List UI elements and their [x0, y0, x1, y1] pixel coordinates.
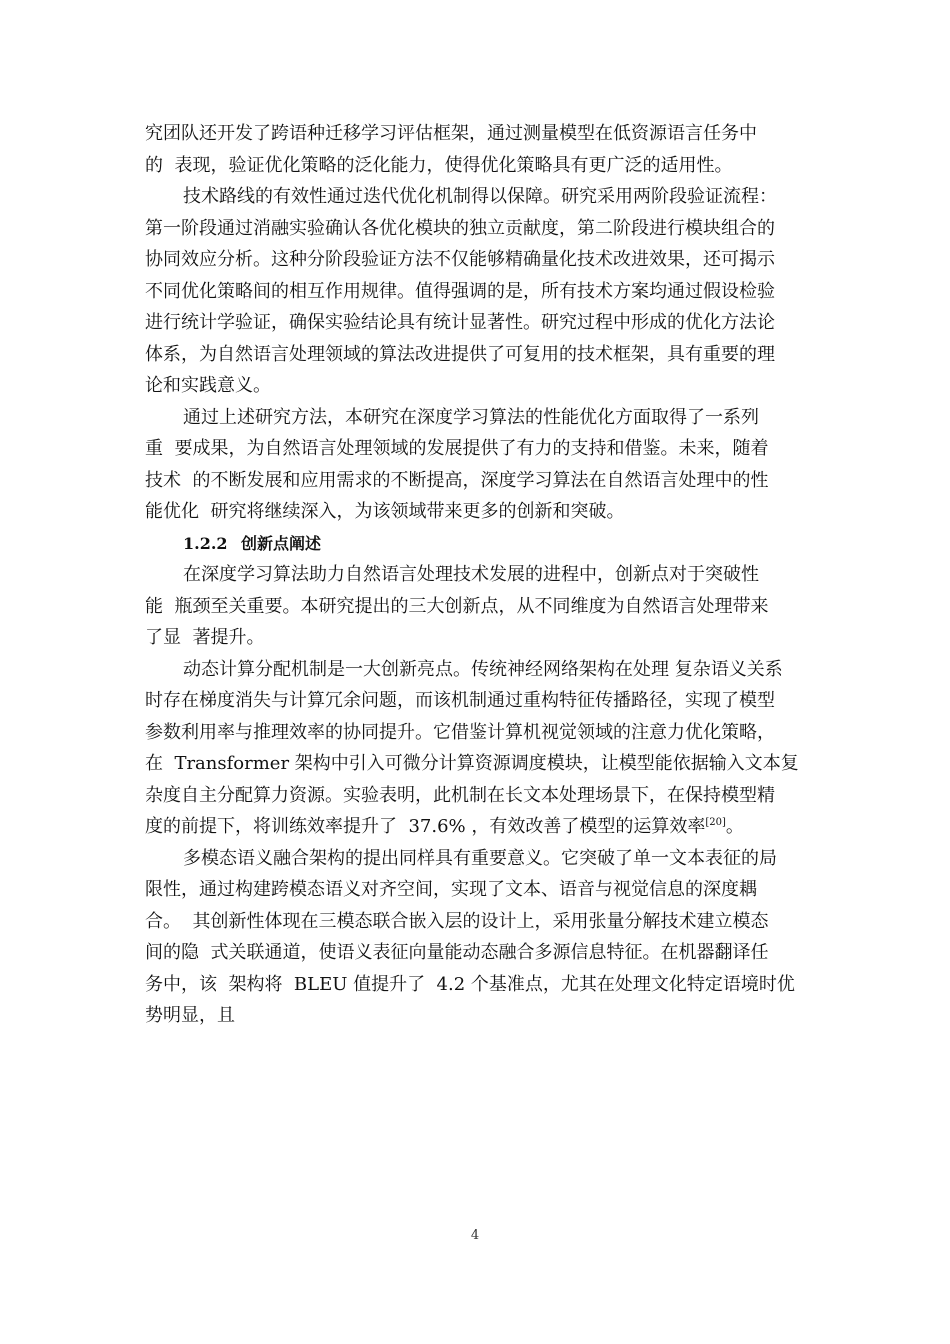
text-line: 协同效应分析。这种分阶段验证方法不仅能够精确量化技术改进效果，还可揭示	[145, 249, 775, 270]
text-segment: 。	[725, 816, 744, 837]
text-line: 限性，通过构建跨模态语义对齐空间，实现了文本、语音与视觉信息的深度耦	[145, 879, 757, 900]
text-line: 在深度学习算法助力自然语言处理技术发展的进程中，创新点对于突破性	[183, 564, 759, 585]
text-line: 了显 著提升。	[145, 627, 265, 648]
text-line-with-citation	[145, 811, 815, 843]
citation-marker: [20]	[705, 817, 726, 828]
text-line: 能 瓶颈至关重要。本研究提出的三大创新点，从不同维度为自然语言处理带来	[145, 595, 769, 617]
text-line: 第一阶段通过消融实验确认各优化模块的独立贡献度，第二阶段进行模块组合的	[145, 217, 775, 239]
paragraph	[145, 402, 815, 528]
document-body	[145, 118, 815, 1032]
text-line: 的 表现，验证优化策略的泛化能力，使得优化策略具有更广泛的适用性。	[145, 154, 733, 176]
text-line: 势明显，且	[145, 1005, 235, 1026]
text-line: 多模态语义融合架构的提出同样具有重要意义。它突破了单一文本表征的局	[183, 847, 777, 869]
text-line: 体系，为自然语言处理领域的算法改进提供了可复用的技术框架，具有重要的理	[145, 343, 775, 365]
text-line: 间的隐 式关联通道，使语义表征向量能动态融合多源信息特征。在机器翻译任	[145, 942, 769, 963]
text-line: 技术 的不断发展和应用需求的不断提高，深度学习算法在自然语言处理中的性	[145, 469, 769, 491]
text-line: 合。 其创新性体现在三模态联合嵌入层的设计上，采用张量分解技术建立模态	[145, 910, 769, 932]
text-line: 究团队还开发了跨语种迁移学习评估框架，通过测量模型在低资源语言任务中	[145, 123, 757, 144]
paragraph	[145, 181, 815, 402]
page-number: 4	[470, 1228, 480, 1243]
text-line: 通过上述研究方法，本研究在深度学习算法的性能优化方面取得了一系列	[183, 406, 759, 428]
text-line: 能优化 研究将继续深入，为该领域带来更多的创新和突破。	[145, 501, 625, 522]
text-line: 进行统计学验证，确保实验结论具有统计显著性。研究过程中形成的优化方法论	[145, 312, 775, 333]
text-line: 时存在梯度消失与计算冗余问题，而该机制通过重构特征传播路径，实现了模型	[145, 690, 775, 711]
text-line: 务中，该 架构将 BLEU 值提升了 4.2 个基准点，尤其在处理文化特定语境时优	[145, 973, 795, 995]
text-line: 动态计算分配机制是一大创新亮点。传统神经网络架构在处理 复杂语义关系	[183, 658, 783, 680]
text-line: 技术路线的有效性通过迭代优化机制得以保障。研究采用两阶段验证流程：	[183, 186, 777, 207]
text-segment: 度的前提下，将训练效率提升了 37.6% ，有效改善了模型的运算效率	[145, 816, 706, 837]
text-line: 不同优化策略间的相互作用规律。值得强调的是，所有技术方案均通过假设检验	[145, 280, 775, 302]
text-line: 在 Transformer 架构中引入可微分计算资源调度模块，让模型能依据输入文本复	[145, 753, 799, 774]
text-line: 重 要成果，为自然语言处理领域的发展提供了有力的支持和借鉴。未来，随着	[145, 438, 769, 459]
section-heading	[145, 528, 815, 560]
section-number: 1.2.2	[183, 533, 228, 553]
paragraph	[145, 559, 815, 654]
text-line: 杂度自主分配算力资源。实验表明，此机制在长文本处理场景下，在保持模型精	[145, 784, 775, 806]
paragraph	[145, 843, 815, 1032]
paragraph	[145, 654, 815, 843]
text-line: 论和实践意义。	[145, 375, 271, 396]
paragraph	[145, 118, 815, 181]
text-line: 参数利用率与推理效率的协同提升。它借鉴计算机视觉领域的注意力优化策略，	[145, 721, 775, 743]
section-title: 创新点阐述	[241, 533, 322, 553]
